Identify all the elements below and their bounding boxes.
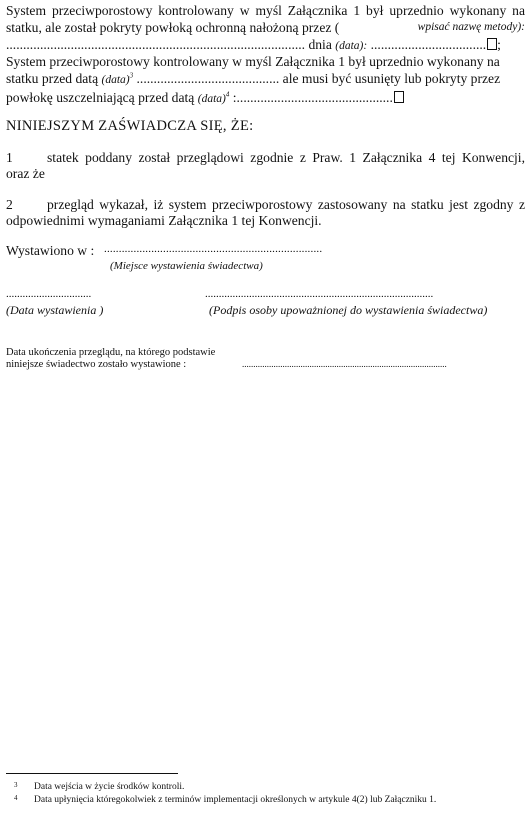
intro-p2-line2 [6, 70, 525, 89]
item-2-line2: odpowiednimi wymaganiami Załącznika 1 tej Konwencji. [6, 213, 322, 228]
footnote-4-text: Data upłynięcia któregokolwiek z terminów implementacji określonych w artykule 4(2) lub Załączniku 1. [34, 795, 437, 805]
intro-p3-date-label: (data) [197, 93, 226, 105]
footnote-4-mark: 4 [14, 794, 18, 802]
survey-completion-line2: niniejsze świadectwo zostało wystawione : [6, 359, 187, 370]
intro-p3-line1 [6, 89, 525, 108]
survey-completion-field[interactable]: ........................................................................................... [242, 359, 447, 369]
intro-p1-method-label: wpisać nazwę metody): [417, 21, 525, 33]
signature-caption: (Podpis osoby upoważnionej do wystawienia świadectwa) [209, 303, 488, 317]
intro-p3-line1-a: powłokę uszczelniającą przed datą [6, 90, 195, 105]
certification-heading: NINIEJSZYM ZAŚWIADCZA SIĘ, ŻE: [6, 118, 254, 134]
intro-p2-date-label: (data) [101, 74, 130, 86]
intro-p1-date-dots: .................................. [370, 37, 487, 52]
footnote-3-mark: 3 [14, 781, 18, 789]
survey-completion-line1: Data ukończenia przeglądu, na którego podstawie [6, 347, 216, 358]
issued-at-label: Wystawiono w : [6, 243, 95, 258]
item-2-number: 2 [6, 197, 13, 212]
intro-p1-line2 [6, 19, 525, 36]
intro-p2-line1: System przeciwporostowy kontrolowany w myśl Załącznika 1 był uprzednio wykonany na [6, 54, 500, 69]
signature-field[interactable]: ................................................................................... [205, 288, 434, 300]
item-1-number: 1 [6, 150, 13, 165]
intro-p1-semicolon: ; [497, 37, 501, 52]
intro-p1-line2-text [6, 19, 418, 36]
intro-p3-footnote-ref: 4 [225, 90, 230, 99]
intro-paragraph-2 [6, 53, 525, 108]
issued-at-caption: (Miejsce wystawienia świadectwa) [110, 260, 263, 272]
footnote-separator [6, 773, 178, 774]
checkbox-option-2[interactable] [394, 91, 404, 103]
item-1-line2: oraz że [6, 166, 45, 181]
intro-p2-footnote-ref: 3 [129, 71, 134, 80]
intro-p3-line1-dots: :.............................................. [232, 90, 393, 105]
intro-p2-line2-c: .......................................... ale musi być usunięty lub pokryty przez [136, 71, 501, 86]
checkbox-option-1[interactable] [487, 38, 497, 50]
intro-p1-line3-dots: ........................................................................................ dnia [6, 37, 332, 52]
intro-paragraph-1 [6, 2, 525, 55]
issue-date-field[interactable]: ............................... [6, 288, 92, 300]
intro-p1-date-label: (data): [335, 40, 368, 52]
item-1-line1: statek poddany został przeglądowi zgodnie z Praw. 1 Załącznika 4 tej Konwencji, [47, 150, 525, 165]
intro-p2-line2-a: statku przed datą [6, 71, 99, 86]
item-2-line1: przegląd wykazał, iż system przeciwporostowy zastosowany na statku jest zgodny z [47, 197, 525, 212]
footnote-3-text: Data wejścia w życie środków kontroli. [34, 782, 185, 792]
issued-at-field[interactable]: .......................................................................... [104, 243, 323, 255]
intro-p1-line1: System przeciwporostowy kontrolowany w myśl Załącznika 1 był uprzednio wykonany na [6, 3, 525, 18]
issue-date-caption: (Data wystawienia ) [6, 303, 104, 317]
intro-p1-line2-a: statku, ale został pokryty powłoką ochronną nałożoną przez ( [6, 20, 340, 35]
